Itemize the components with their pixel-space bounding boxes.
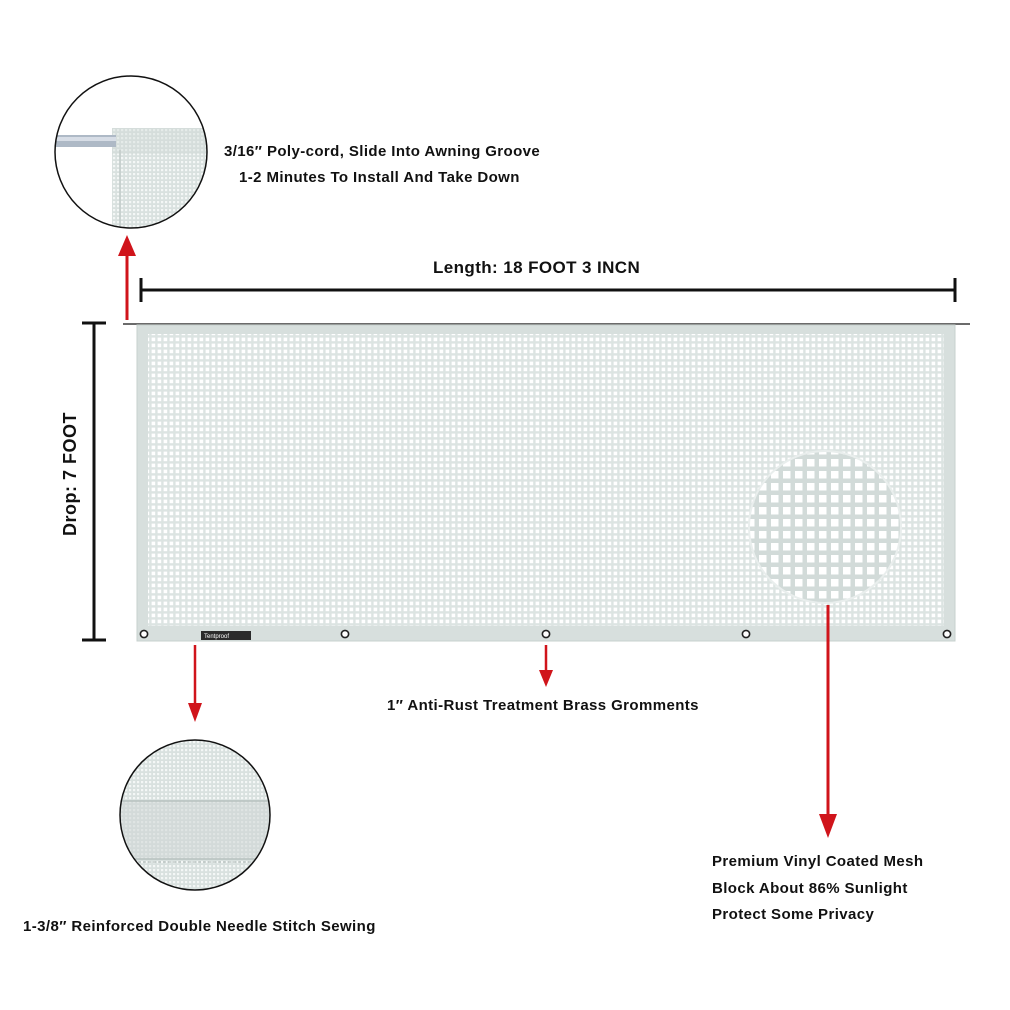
- grommet: [742, 630, 749, 637]
- polycord-label: 3/16″ Poly-cord, Slide Into Awning Groove: [224, 143, 541, 160]
- stitch-label: 1-3/8″ Reinforced Double Needle Stitch Sewing: [23, 918, 376, 935]
- grommet: [943, 630, 950, 637]
- privacy-label: Protect Some Privacy: [712, 906, 875, 923]
- brand-tag: [201, 631, 251, 640]
- brand-tag-text: Tentproof: [204, 634, 230, 640]
- stitch-arrow: [188, 645, 202, 722]
- grommets-label: 1″ Anti-Rust Treatment Brass Gromments: [387, 697, 699, 714]
- mesh-label: Premium Vinyl Coated Mesh: [712, 853, 924, 870]
- install-label: 1-2 Minutes To Install And Take Down: [239, 169, 520, 186]
- grommets-arrow: [539, 645, 553, 687]
- length-dimension-line: [141, 278, 955, 302]
- grommet: [140, 630, 147, 637]
- length-label: Length: 18 FOOT 3 INCN: [433, 258, 641, 277]
- polycord-arrow: [118, 235, 136, 320]
- sunlight-label: Block About 86% Sunlight: [712, 880, 908, 897]
- grommet: [542, 630, 549, 637]
- polycord-detail-image: [50, 76, 212, 238]
- drop-label: Drop: 7 FOOT: [60, 412, 80, 536]
- grommet: [341, 630, 348, 637]
- stitch-detail-image: [118, 738, 273, 893]
- drop-dimension-line: [82, 323, 106, 640]
